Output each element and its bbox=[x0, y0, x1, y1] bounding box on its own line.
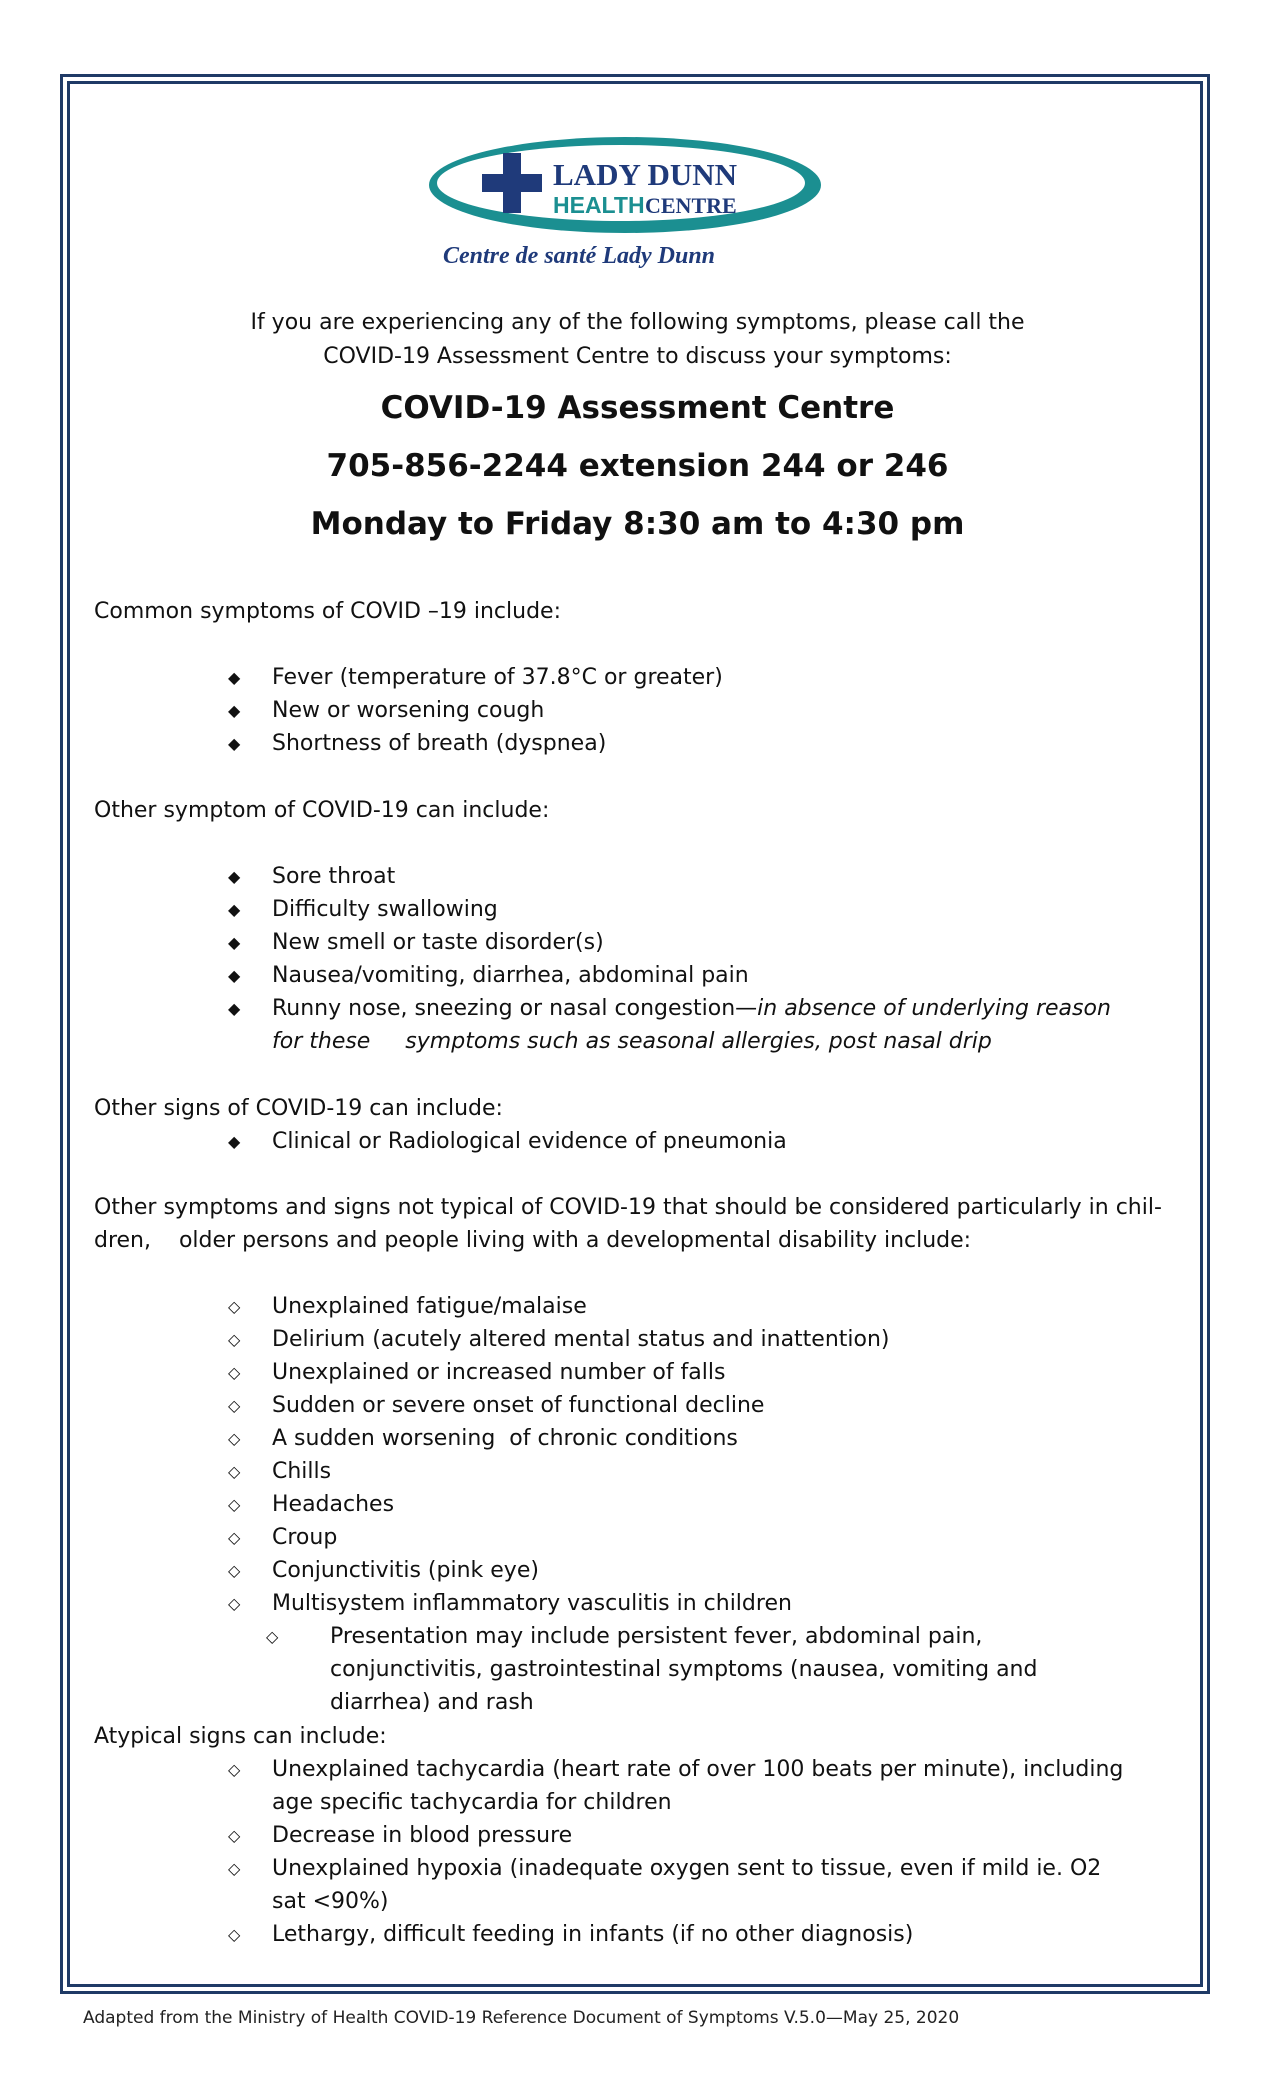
logo-french-name: Centre de santé Lady Dunn bbox=[443, 243, 716, 269]
intro-line-2: COVID-19 Assessment Centre to discuss your symptoms: bbox=[323, 344, 952, 369]
diamond-filled-icon: ◆ bbox=[228, 933, 241, 952]
diamond-filled-icon: ◆ bbox=[228, 734, 241, 753]
list-item: ◇ Multisystem inflammatory vasculitis in children bbox=[94, 1587, 1174, 1620]
diamond-filled-icon: ◆ bbox=[228, 867, 241, 886]
assessment-centre-title: COVID-19 Assessment Centre bbox=[380, 390, 895, 426]
list-item: ◇ A sudden worsening of chronic conditions bbox=[94, 1422, 1174, 1455]
diamond-outline-icon: ◇ bbox=[228, 1297, 241, 1316]
intro-text bbox=[120, 306, 1155, 374]
list-item: ◇ Sudden or severe onset of functional decline bbox=[94, 1389, 1174, 1422]
list-item: ◇ Croup bbox=[94, 1521, 1174, 1554]
logo-name-centre: CENTRE bbox=[645, 193, 737, 218]
list-item: ◇ Unexplained tachycardia (heart rate of over 100 beats per minute), including age specific tachycardia for children bbox=[94, 1753, 1174, 1819]
list-item: ◇ Delirium (acutely altered mental status and inattention) bbox=[94, 1323, 1174, 1356]
diamond-outline-icon: ◇ bbox=[228, 1363, 241, 1382]
footer-source-note: Adapted from the Ministry of Health COVID-19 Reference Document of Symptoms V.5.0—May 25, 2020 bbox=[83, 2008, 960, 2028]
list-item: ◇ Unexplained or increased number of falls bbox=[94, 1356, 1174, 1389]
common-symptoms-list bbox=[94, 661, 1174, 760]
list-item: ◆ Clinical or Radiological evidence of pneumonia bbox=[94, 1125, 1174, 1158]
diamond-outline-icon: ◇ bbox=[266, 1627, 279, 1646]
assessment-centre-hours: Monday to Friday 8:30 am to 4:30 pm bbox=[310, 506, 965, 542]
non-typical-heading: Other symptoms and signs not typical of COVID-19 that should be considered particularly in chil-dren, older persons and people living with a developmental disability include: bbox=[94, 1195, 1162, 1253]
list-item: ◇ Unexplained hypoxia (inadequate oxygen sent to tissue, even if mild ie. O2 sat <90%) bbox=[94, 1852, 1174, 1918]
list-item: ◆ Shortness of breath (dyspnea) bbox=[94, 727, 1174, 760]
diamond-outline-icon: ◇ bbox=[228, 1429, 241, 1448]
diamond-outline-icon: ◇ bbox=[228, 1495, 241, 1514]
list-item: ◇ Conjunctivitis (pink eye) bbox=[94, 1554, 1174, 1587]
list-item: ◆ Runny nose, sneezing or nasal congestion—in absence of underlying reason for these symptoms such as seasonal allergies, post nasal drip bbox=[94, 992, 1174, 1058]
list-item: ◆ Sore throat bbox=[94, 860, 1174, 893]
list-item: ◆ Difficulty swallowing bbox=[94, 893, 1174, 926]
list-item: ◇ Decrease in blood pressure bbox=[94, 1819, 1174, 1852]
atypical-signs-heading: Atypical signs can include: bbox=[94, 1724, 387, 1749]
list-item: ◆ Nausea/vomiting, diarrhea, abdominal pain bbox=[94, 959, 1174, 992]
list-item: ◆ New or worsening cough bbox=[94, 694, 1174, 727]
diamond-outline-icon: ◇ bbox=[228, 1561, 241, 1580]
diamond-filled-icon: ◆ bbox=[228, 900, 241, 919]
diamond-outline-icon: ◇ bbox=[228, 1859, 241, 1878]
list-item: ◇ Unexplained fatigue/malaise bbox=[94, 1290, 1174, 1323]
common-symptoms-heading: Common symptoms of COVID –19 include: bbox=[94, 599, 561, 624]
diamond-filled-icon: ◆ bbox=[228, 966, 241, 985]
list-item: ◇ Lethargy, difficult feeding in infants (if no other diagnosis) bbox=[94, 1918, 1174, 1951]
logo-name-health: HEALTH bbox=[553, 192, 645, 218]
diamond-outline-icon: ◇ bbox=[228, 1826, 241, 1845]
other-symptoms-list bbox=[94, 860, 1174, 1058]
other-signs-heading: Other signs of COVID-19 can include: bbox=[94, 1096, 503, 1121]
diamond-filled-icon: ◆ bbox=[228, 999, 241, 1018]
intro-line-1: If you are experiencing any of the following symptoms, please call the bbox=[250, 310, 1025, 335]
diamond-outline-icon: ◇ bbox=[228, 1528, 241, 1547]
diamond-outline-icon: ◇ bbox=[228, 1396, 241, 1415]
list-item: ◆ New smell or taste disorder(s) bbox=[94, 926, 1174, 959]
list-item: ◆ Fever (temperature of 37.8°C or greater) bbox=[94, 661, 1174, 694]
diamond-outline-icon: ◇ bbox=[228, 1760, 241, 1779]
logo-name-line1: LADY DUNN bbox=[553, 157, 737, 192]
other-symptoms-heading: Other symptom of COVID-19 can include: bbox=[94, 798, 550, 823]
diamond-filled-icon: ◆ bbox=[228, 701, 241, 720]
other-signs-list bbox=[94, 1125, 1174, 1158]
diamond-outline-icon: ◇ bbox=[228, 1462, 241, 1481]
list-item: ◇ Chills bbox=[94, 1455, 1174, 1488]
diamond-filled-icon: ◆ bbox=[228, 668, 241, 687]
diamond-outline-icon: ◇ bbox=[228, 1330, 241, 1349]
list-item: ◇ Headaches bbox=[94, 1488, 1174, 1521]
assessment-centre-phone: 705-856-2244 extension 244 or 246 bbox=[326, 448, 949, 484]
diamond-outline-icon: ◇ bbox=[228, 1925, 241, 1944]
diamond-filled-icon: ◆ bbox=[228, 1132, 241, 1151]
atypical-signs-list bbox=[94, 1753, 1174, 1951]
list-item: ◇ Presentation may include persistent fever, abdominal pain, conjunctivitis, gastrointestinal symptoms (nausea, vomiting and diarrhea) and rash bbox=[94, 1620, 1174, 1719]
diamond-outline-icon: ◇ bbox=[228, 1594, 241, 1613]
lady-dunn-logo bbox=[425, 133, 825, 278]
non-typical-list bbox=[94, 1290, 1174, 1719]
